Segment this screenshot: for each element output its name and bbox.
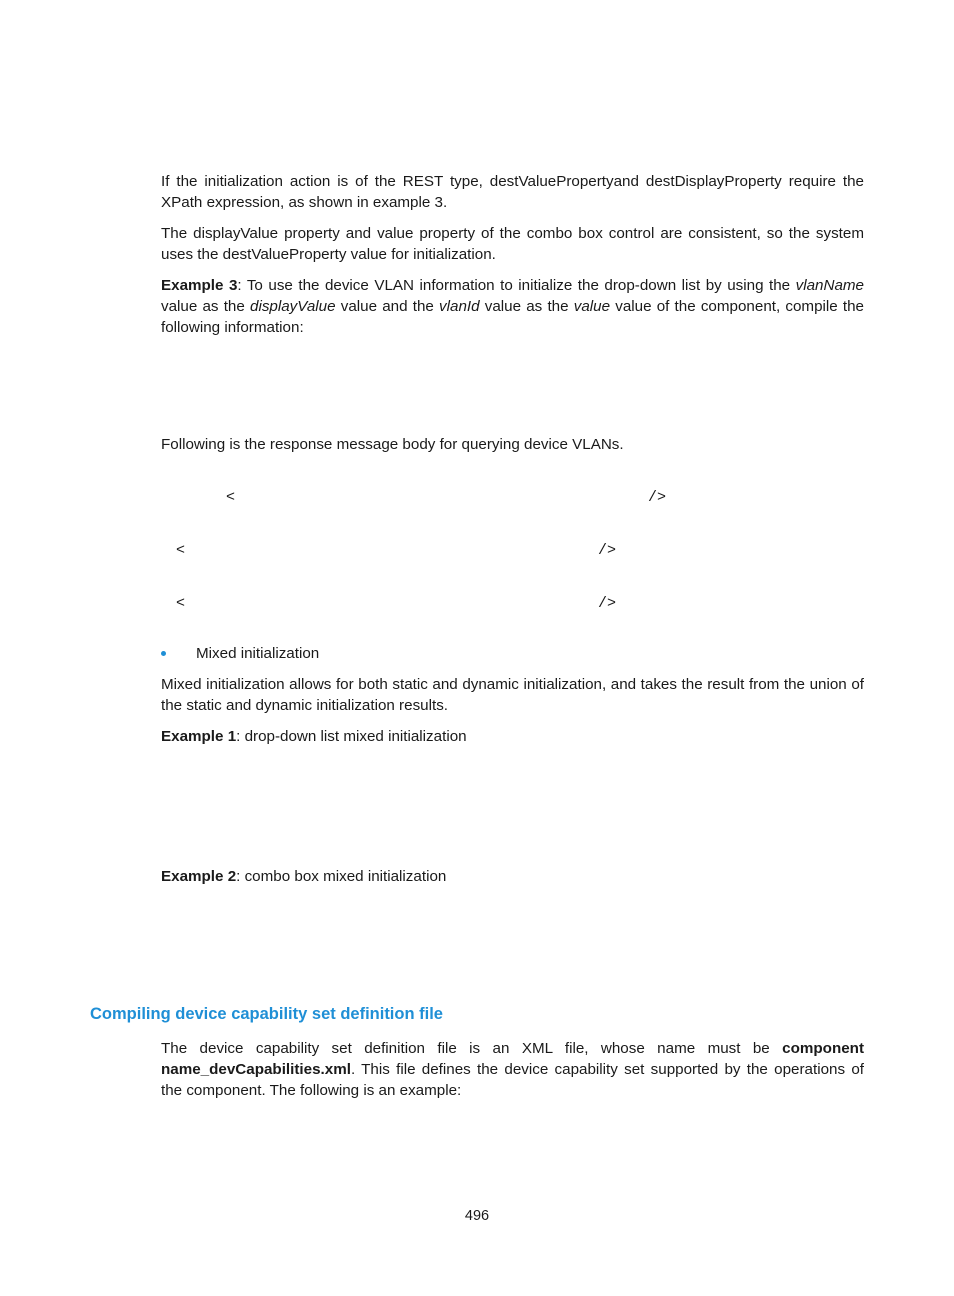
paragraph-text: The displayValue property and value property of the combo box control are consistent, so the system uses the destValueProperty value for initialization.	[161, 225, 864, 263]
example-label: Example 2	[161, 868, 237, 885]
example-label: Example 3	[161, 277, 238, 294]
paragraph-mixed-initialization	[161, 674, 864, 716]
paragraph-text: If the initialization action is of the REST type, destValuePropertyand destDisplayProperty require the XPath expression, as shown in example 3.	[161, 173, 864, 211]
paragraph-response-body	[161, 434, 864, 455]
paragraph-example-3: Example 3: To use the device VLAN information to initialize the drop-down list by using the vlanName value as the displayValue value and the vlanId value as the value value of the component, compile the following information:	[161, 277, 865, 336]
code-tag-open: <	[176, 542, 186, 559]
paragraph-text: Mixed initialization allows for both static and dynamic initialization, and takes the result from the union of the static and dynamic initialization results.	[161, 676, 864, 714]
paragraph-example-2: Example 2: combo box mixed initialization	[161, 868, 447, 885]
paragraph-rest-xpath	[161, 171, 864, 213]
bullet-text: Mixed initialization	[196, 645, 320, 662]
code-tag-close: />	[598, 542, 617, 559]
code-tag-open: <	[176, 595, 186, 612]
paragraph-text: Following is the response message body for querying device VLANs.	[161, 436, 624, 453]
paragraph-example-1: Example 1: drop-down list mixed initialization	[161, 728, 467, 745]
file-name: component name_devCapabilities.xml	[161, 1040, 864, 1078]
code-tag-close: />	[598, 595, 617, 612]
code-tag-open: <	[226, 489, 236, 506]
section-heading: Compiling device capability set definition file	[90, 1005, 443, 1023]
paragraph-combo-box-consistency	[161, 223, 864, 265]
code-tag-close: />	[648, 489, 667, 506]
paragraph-devcapabilities: The device capability set definition file is an XML file, whose name must be component name_devCapabilities.xml. This file defines the device capability set supported by the operations of the component. The following is an example:	[161, 1040, 864, 1099]
example-label: Example 1	[161, 728, 237, 745]
page-number: 496	[464, 1208, 490, 1224]
bullet-dot-icon	[161, 651, 166, 656]
